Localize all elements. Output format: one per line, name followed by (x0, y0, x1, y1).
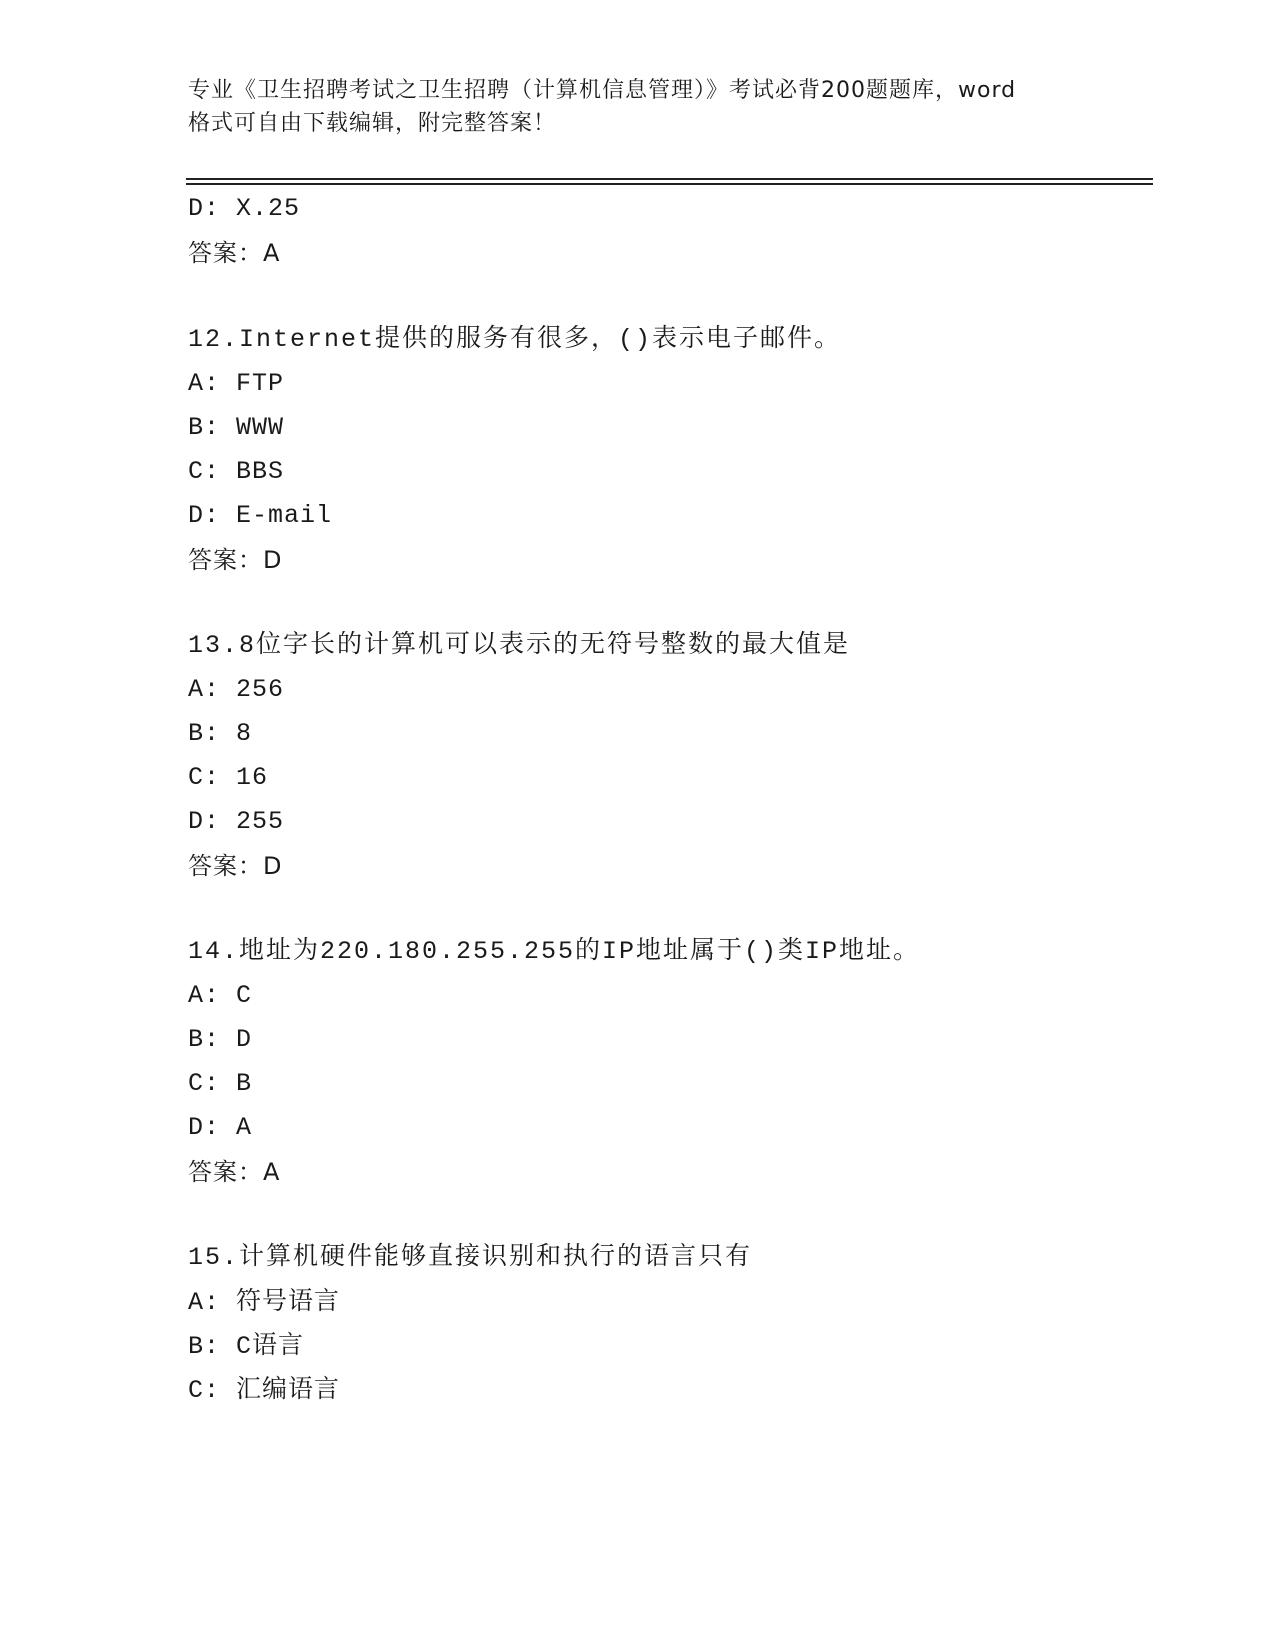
q13-option-c: C: 16 (188, 763, 269, 792)
q14-option-c: C: B (188, 1069, 253, 1098)
q12-option-b: B: WWW (188, 413, 285, 442)
q13-option-b: B: 8 (188, 719, 253, 748)
q15-option-c: C: 汇编语言 (188, 1376, 341, 1405)
header-divider-bottom (186, 183, 1153, 185)
q14-question: 14.地址为220.180.255.255的IP地址属于()类IP地址。 (188, 937, 921, 966)
q15-question: 15.计算机硬件能够直接识别和执行的语言只有 (188, 1243, 753, 1272)
q12-question: 12.Internet提供的服务有很多，()表示电子邮件。 (188, 325, 842, 354)
q14-answer: 答案：A (188, 1158, 281, 1186)
q14-option-d: D: A (188, 1113, 253, 1142)
q13-question: 13.8位字长的计算机可以表示的无符号整数的最大值是 (188, 631, 851, 660)
q15-option-a: A: 符号语言 (188, 1288, 341, 1317)
prev-option-d: D: X.25 (188, 194, 301, 223)
q13-option-a: A: 256 (188, 675, 285, 704)
q12-option-a: A: FTP (188, 369, 285, 398)
q14-option-b: B: D (188, 1025, 253, 1054)
header-divider-top (186, 178, 1153, 180)
document-header (188, 74, 1108, 140)
header-title-line1: 专业《卫生招聘考试之卫生招聘（计算机信息管理）》考试必背200题题库，word (188, 78, 1017, 103)
q13-option-d: D: 255 (188, 807, 285, 836)
prev-answer: 答案：A (188, 239, 281, 267)
header-title-line2: 格式可自由下载编辑，附完整答案！ (188, 111, 557, 136)
q12-option-c: C: BBS (188, 457, 285, 486)
q12-answer: 答案：D (188, 546, 283, 574)
q15-option-b: B: C语言 (188, 1332, 305, 1361)
q12-option-d: D: E-mail (188, 501, 333, 530)
q13-answer: 答案：D (188, 852, 283, 880)
q14-option-a: A: C (188, 981, 253, 1010)
